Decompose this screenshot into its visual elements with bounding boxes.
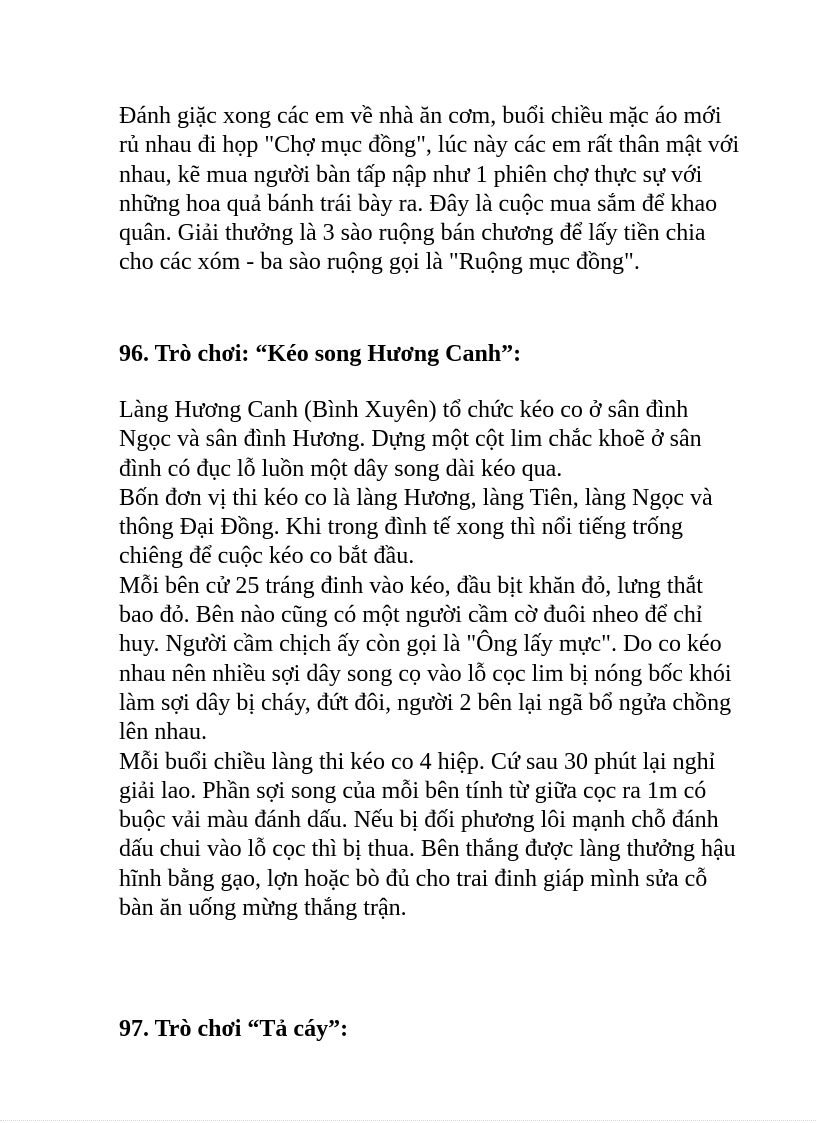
body-line: huy. Người cầm chịch ấy còn gọi là "Ông lấy mực". Do co kéo xyxy=(119,631,722,658)
body-line: bao đỏ. Bên nào cũng có một người cầm cờ đuôi nheo để chỉ xyxy=(119,602,703,629)
body-line: buộc vải màu đánh dấu. Nếu bị đối phương lôi mạnh chỗ đánh xyxy=(119,807,719,834)
intro-line: quân. Giải thưởng là 3 sào ruộng bán chương để lấy tiền chia xyxy=(119,220,706,247)
intro-line: nhau, kẽ mua người bàn tấp nập như 1 phiên chợ thực sự với xyxy=(119,161,703,188)
intro-line: rủ nhau đi họp "Chợ mục đồng", lúc này các em rất thân mật với xyxy=(119,132,740,159)
section-96-body xyxy=(119,396,779,923)
body-line: dấu chui vào lỗ cọc thì bị thua. Bên thắng được làng thưởng hậu xyxy=(119,836,736,863)
body-line: hĩnh bằng gạo, lợn hoặc bò đủ cho trai đinh giáp mình sửa cỗ xyxy=(119,865,708,892)
intro-line: cho các xóm - ba sào ruộng gọi là "Ruộng mục đồng". xyxy=(119,249,640,276)
body-line: Làng Hương Canh (Bình Xuyên) tổ chức kéo co ở sân đình xyxy=(119,397,689,423)
body-line: Ngọc và sân đình Hương. Dựng một cột lim chắc khoẽ ở sân xyxy=(119,426,702,453)
body-line: giải lao. Phần sợi song của mỗi bên tính từ giữa cọc ra 1m có xyxy=(119,777,707,804)
intro-line: những hoa quả bánh trái bày ra. Đây là cuộc mua sắm để khao xyxy=(119,190,718,217)
body-line: bàn ăn uống mừng thắng trận. xyxy=(119,895,407,922)
body-line: nhau nên nhiều sợi dây song cọ vào lỗ cọc lim bị nóng bốc khói xyxy=(119,660,732,687)
section-97-heading: 97. Trò chơi “Tả cáy”: xyxy=(119,1016,349,1042)
body-line: Mỗi buổi chiều làng thi kéo co 4 hiệp. Cứ sau 30 phút lại nghỉ xyxy=(119,748,716,775)
body-line: đình có đục lỗ luồn một dây song dài kéo qua. xyxy=(119,455,563,482)
body-line: Bốn đơn vị thi kéo co là làng Hương, làng Tiên, làng Ngọc và xyxy=(119,484,713,511)
body-line: Mỗi bên cử 25 tráng đinh vào kéo, đầu bịt khăn đỏ, lưng thắt xyxy=(119,572,703,599)
body-line: làm sợi dây bị cháy, đứt đôi, người 2 bên lại ngã bổ ngửa chồng xyxy=(119,689,732,716)
section-96-heading: 96. Trò chơi: “Kéo song Hương Canh”: xyxy=(119,341,522,367)
body-line: chiêng để cuộc kéo co bắt đầu. xyxy=(119,543,415,570)
intro-paragraph xyxy=(119,102,779,278)
intro-line: Đánh giặc xong các em về nhà ăn cơm, buổi chiều mặc áo mới xyxy=(119,103,722,129)
body-line: thông Đại Đồng. Khi trong đình tế xong thì nổi tiếng trống xyxy=(119,514,683,541)
page-bottom-edge xyxy=(0,1120,816,1121)
body-line: lên nhau. xyxy=(119,719,207,746)
